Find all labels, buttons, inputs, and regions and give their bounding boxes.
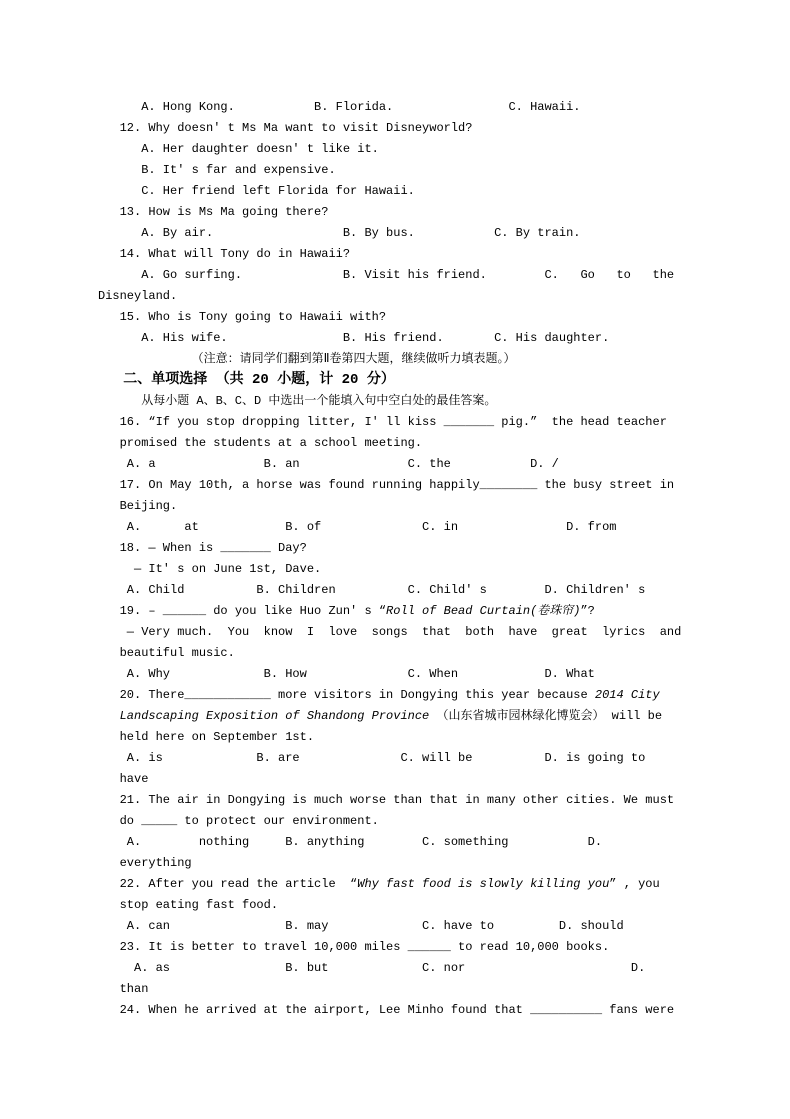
text-line-19 bbox=[98, 475, 681, 496]
text-segment: ” , you bbox=[609, 877, 660, 891]
text-segment: promised the students at a school meeting. bbox=[98, 436, 423, 450]
text-line-23 bbox=[98, 559, 681, 580]
text-segment: do _____ to protect our environment. bbox=[98, 814, 379, 828]
text-line-27 bbox=[98, 643, 681, 664]
text-segment: 22. After you read the article “ bbox=[98, 877, 358, 891]
italic-text-segment: Why fast food is slowly killing you bbox=[357, 877, 610, 891]
text-segment: A. is B. are C. will be D. is going to bbox=[98, 751, 646, 765]
text-segment: 从每小题 A、B、C、D 中选出一个能填入句中空白处的最佳答案。 bbox=[98, 394, 497, 408]
text-segment: A. Child B. Children C. Child' s D. Children' s bbox=[98, 583, 646, 597]
text-segment: 24. When he arrived at the airport, Lee Minho found that __________ fans were bbox=[98, 1003, 675, 1017]
text-line-36 bbox=[98, 832, 681, 853]
text-line-20 bbox=[98, 496, 681, 517]
text-line-31 bbox=[98, 727, 681, 748]
text-line-3 bbox=[98, 139, 681, 160]
text-segment: A. By air. B. By bus. C. By train. bbox=[98, 226, 581, 240]
text-line-34 bbox=[98, 790, 681, 811]
text-line-11 bbox=[98, 307, 681, 328]
text-line-18 bbox=[98, 454, 681, 475]
text-segment: Beijing. bbox=[98, 499, 178, 513]
text-line-28 bbox=[98, 664, 681, 685]
text-segment: A. nothing B. anything C. something D. bbox=[98, 835, 603, 849]
text-segment: C. Her friend left Florida for Hawaii. bbox=[98, 184, 415, 198]
text-line-35 bbox=[98, 811, 681, 832]
text-line-25 bbox=[98, 601, 681, 622]
text-segment: 17. On May 10th, a horse was found running happily________ the busy street in bbox=[98, 478, 675, 492]
text-line-9 bbox=[98, 265, 681, 286]
text-segment: A. His wife. B. His friend. C. His daughter. bbox=[98, 331, 610, 345]
text-segment: 23. It is better to travel 10,000 miles ______ to read 10,000 books. bbox=[98, 940, 610, 954]
text-line-6 bbox=[98, 202, 681, 223]
text-line-17 bbox=[98, 433, 681, 454]
text-segment: A. Her daughter doesn' t like it. bbox=[98, 142, 379, 156]
text-segment: — It' s on June 1st, Dave. bbox=[98, 562, 322, 576]
text-segment: 14. What will Tony do in Hawaii? bbox=[98, 247, 351, 261]
text-line-5 bbox=[98, 181, 681, 202]
text-segment: A. Go surfing. B. Visit his friend. C. Go to the bbox=[98, 268, 675, 282]
italic-text-segment: Roll of Bead Curtain(卷珠帘) bbox=[386, 604, 581, 618]
text-line-8 bbox=[98, 244, 681, 265]
text-segment: held here on September 1st. bbox=[98, 730, 315, 744]
text-line-38 bbox=[98, 874, 681, 895]
text-segment: 二、单项选择 （共 20 小题，计 20 分） bbox=[98, 372, 395, 388]
text-line-43 bbox=[98, 979, 681, 1000]
text-line-16 bbox=[98, 412, 681, 433]
text-line-32 bbox=[98, 748, 681, 769]
text-segment: A. Hong Kong. B. Florida. C. Hawaii. bbox=[98, 100, 581, 114]
text-segment: 13. How is Ms Ma going there? bbox=[98, 205, 329, 219]
text-segment: than bbox=[98, 982, 149, 996]
text-segment: 12. Why doesn' t Ms Ma want to visit Disneyworld? bbox=[98, 121, 473, 135]
section-heading bbox=[98, 370, 681, 391]
italic-text-segment: 2014 City bbox=[594, 688, 660, 702]
text-line-21 bbox=[98, 517, 681, 538]
text-segment: ”? bbox=[580, 604, 595, 618]
text-line-39 bbox=[98, 895, 681, 916]
text-segment: Disneyland. bbox=[98, 289, 178, 303]
text-segment: have bbox=[98, 772, 149, 786]
text-line-13 bbox=[98, 349, 681, 370]
text-segment: — Very much. You know I love songs that both have great lyrics and bbox=[98, 625, 682, 639]
text-line-10 bbox=[98, 286, 681, 307]
text-segment: A. as B. but C. nor D. bbox=[98, 961, 646, 975]
text-line-41 bbox=[98, 937, 681, 958]
text-line-12 bbox=[98, 328, 681, 349]
text-segment: （注意：请同学们翻到第Ⅱ卷第四大题，继续做听力填表题。） bbox=[98, 352, 516, 366]
text-line-30 bbox=[98, 706, 681, 727]
text-segment: （山东省城市园林绿化博览会） will be bbox=[429, 709, 663, 723]
text-line-22 bbox=[98, 538, 681, 559]
text-line-1 bbox=[98, 97, 681, 118]
text-line-4 bbox=[98, 160, 681, 181]
text-line-7 bbox=[98, 223, 681, 244]
text-segment: 20. There____________ more visitors in Dongying this year because bbox=[98, 688, 595, 702]
text-segment: 16. “If you stop dropping litter, I' ll kiss _______ pig.” the head teacher bbox=[98, 415, 667, 429]
text-line-24 bbox=[98, 580, 681, 601]
text-segment: A. can B. may C. have to D. should bbox=[98, 919, 624, 933]
text-segment: B. It' s far and expensive. bbox=[98, 163, 336, 177]
text-line-42 bbox=[98, 958, 681, 979]
text-line-2 bbox=[98, 118, 681, 139]
text-segment: A. at B. of C. in D. from bbox=[98, 520, 617, 534]
text-segment: A. a B. an C. the D. / bbox=[98, 457, 559, 471]
text-line-40 bbox=[98, 916, 681, 937]
text-segment: 15. Who is Tony going to Hawaii with? bbox=[98, 310, 387, 324]
text-segment bbox=[98, 709, 120, 723]
italic-text-segment: Landscaping Exposition of Shandong Province bbox=[119, 709, 430, 723]
text-line-29 bbox=[98, 685, 681, 706]
text-line-15 bbox=[98, 391, 681, 412]
text-segment: 18. — When is _______ Day? bbox=[98, 541, 307, 555]
text-line-33 bbox=[98, 769, 681, 790]
text-segment: 19. – ______ do you like Huo Zun' s “ bbox=[98, 604, 387, 618]
text-segment: everything bbox=[98, 856, 192, 870]
text-segment: 21. The air in Dongying is much worse than that in many other cities. We must bbox=[98, 793, 675, 807]
text-segment: A. Why B. How C. When D. What bbox=[98, 667, 595, 681]
text-segment: stop eating fast food. bbox=[98, 898, 279, 912]
text-line-26 bbox=[98, 622, 681, 643]
text-line-44 bbox=[98, 1000, 681, 1021]
text-line-37 bbox=[98, 853, 681, 874]
text-segment: beautiful music. bbox=[98, 646, 235, 660]
